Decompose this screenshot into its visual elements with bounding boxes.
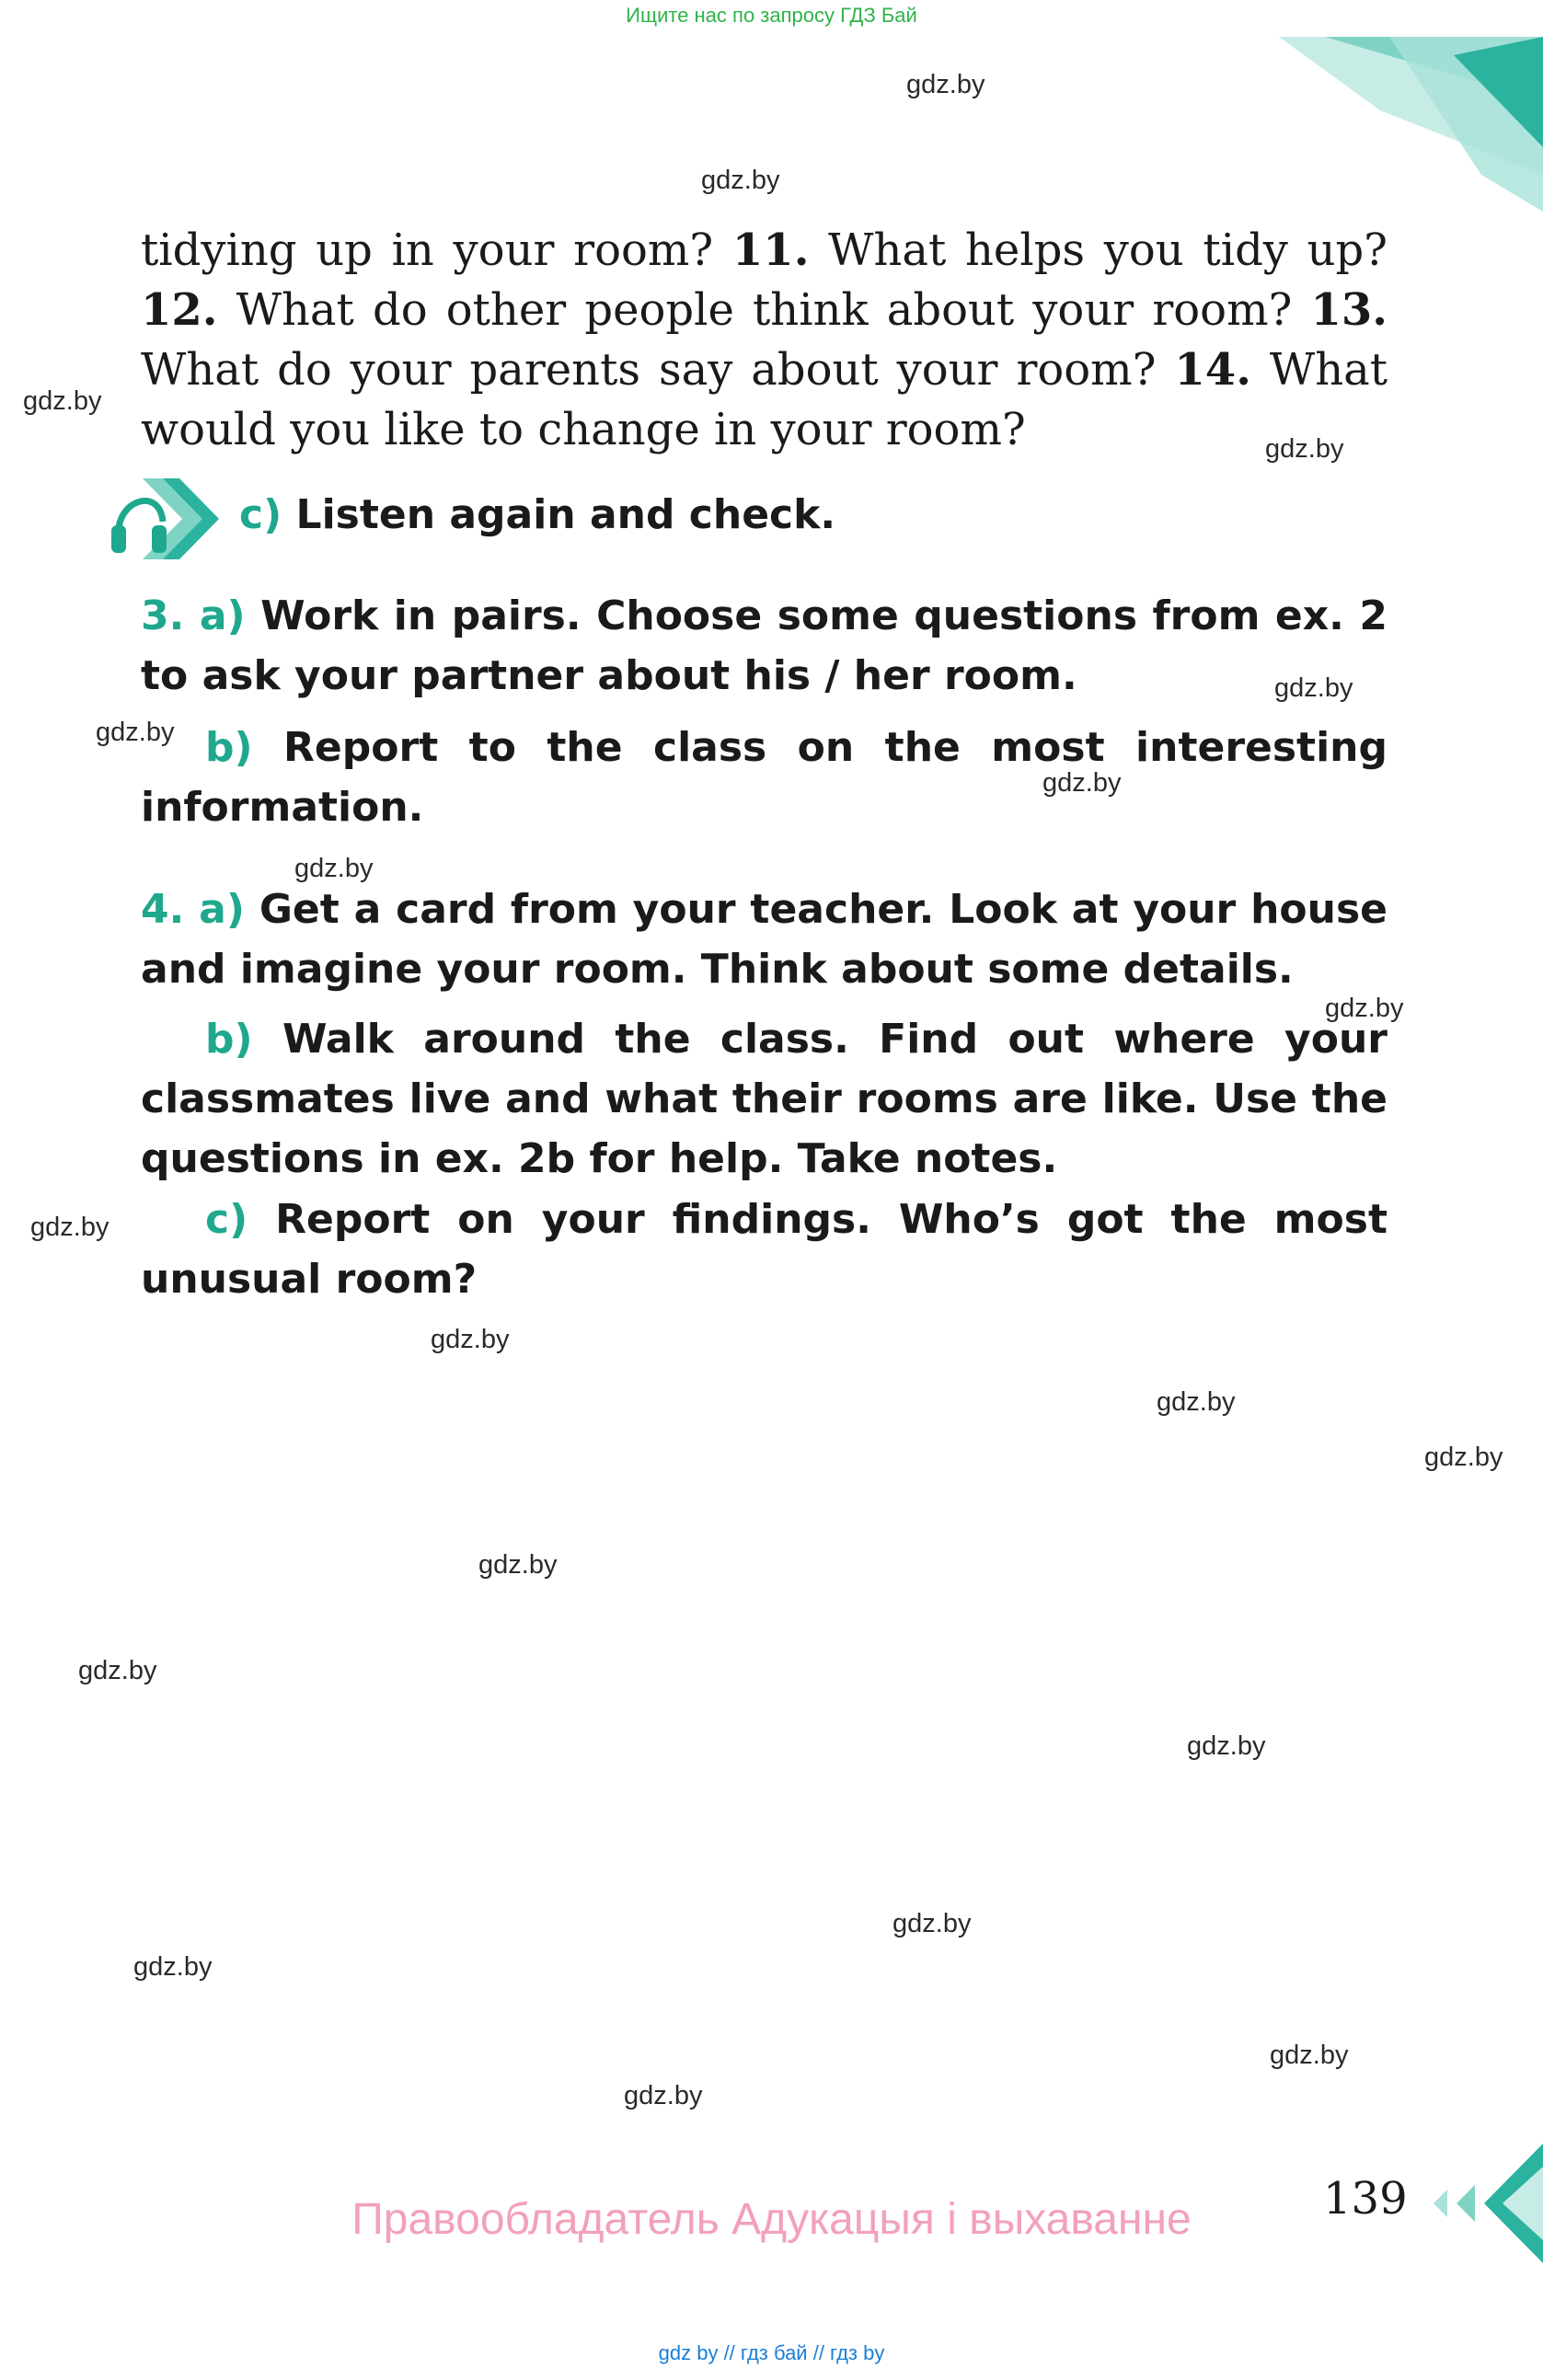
exercise-2c (239, 485, 835, 545)
watermark: gdz.by (431, 1325, 510, 1354)
chevron-left-icon (1406, 2125, 1543, 2282)
question-number: 13. (1310, 284, 1388, 336)
instruction: Work in pairs. Choose some questions from ex. 2 to ask your partner about his / her room. (141, 592, 1388, 699)
copyright-notice: Правообладатель Адукацыя і выхаванне (351, 2195, 1192, 2244)
exercise-number: 4. (141, 886, 185, 933)
question-number: 11. (731, 224, 810, 276)
question-number: 14. (1174, 344, 1251, 396)
watermark: gdz.by (1042, 768, 1122, 798)
question-number: 12. (141, 284, 218, 336)
instruction: Walk around the class. Find out where your classmates live and what their rooms are like. Use the questions in ex. 2b for help. Take notes. (141, 1016, 1388, 1182)
watermark: gdz.by (78, 1656, 157, 1685)
instruction: Report to the class on the most interesting information. (141, 724, 1388, 831)
item-label: a) (199, 592, 246, 639)
watermark: gdz.by (1424, 1443, 1503, 1472)
watermark: gdz.by (1274, 673, 1353, 703)
instruction: Report on your findings. Who’s got the most unusual room? (141, 1196, 1388, 1303)
question-fragment: tidying up in your room? (141, 224, 714, 276)
item-label: b) (205, 1016, 253, 1063)
corner-decoration (1270, 37, 1543, 212)
exercise-3a (141, 586, 1388, 706)
watermark: gdz.by (1270, 2041, 1349, 2070)
headphones-icon (106, 474, 221, 564)
watermark: gdz.by (906, 70, 985, 99)
page-number: 139 (1323, 2173, 1408, 2225)
exercise-4a (141, 880, 1388, 999)
watermark: gdz.by (133, 1952, 213, 1982)
watermark: gdz.by (701, 166, 780, 195)
question: What helps you tidy up? (828, 224, 1388, 276)
watermark: gdz.by (23, 386, 102, 416)
continued-questions (141, 221, 1388, 460)
question: What do other people think about your room? (236, 284, 1293, 336)
item-label: b) (205, 724, 253, 771)
exercise-3b (141, 718, 1388, 837)
instruction: Listen again and check. (295, 491, 836, 538)
watermark: gdz.by (96, 718, 175, 747)
watermark: gdz.by (1157, 1387, 1236, 1417)
watermark: gdz.by (478, 1550, 558, 1580)
question: What would you like to change in your room? (141, 344, 1388, 455)
watermark: gdz.by (892, 1909, 972, 1938)
item-label: c) (205, 1196, 248, 1243)
watermark: gdz.by (1325, 994, 1404, 1023)
exercise-number: 3. (141, 592, 185, 639)
watermark: gdz.by (1265, 434, 1344, 464)
item-label: a) (199, 886, 245, 933)
instruction: Get a card from your teacher. Look at your house and imagine your room. Think about some details. (141, 886, 1388, 993)
watermark: gdz.by (30, 1213, 109, 1242)
watermark: gdz.by (624, 2081, 703, 2110)
watermark: gdz.by (294, 854, 374, 883)
question: What do your parents say about your room? (141, 344, 1157, 396)
exercise-4c (141, 1190, 1388, 1309)
item-label: c) (239, 491, 282, 538)
watermark: gdz.by (1187, 1731, 1266, 1761)
top-banner: Ищите нас по запросу ГДЗ Бай (626, 4, 917, 27)
footer-links[interactable]: gdz by // гдз бай // гдз by (658, 2341, 885, 2364)
exercise-4b (141, 1009, 1388, 1189)
